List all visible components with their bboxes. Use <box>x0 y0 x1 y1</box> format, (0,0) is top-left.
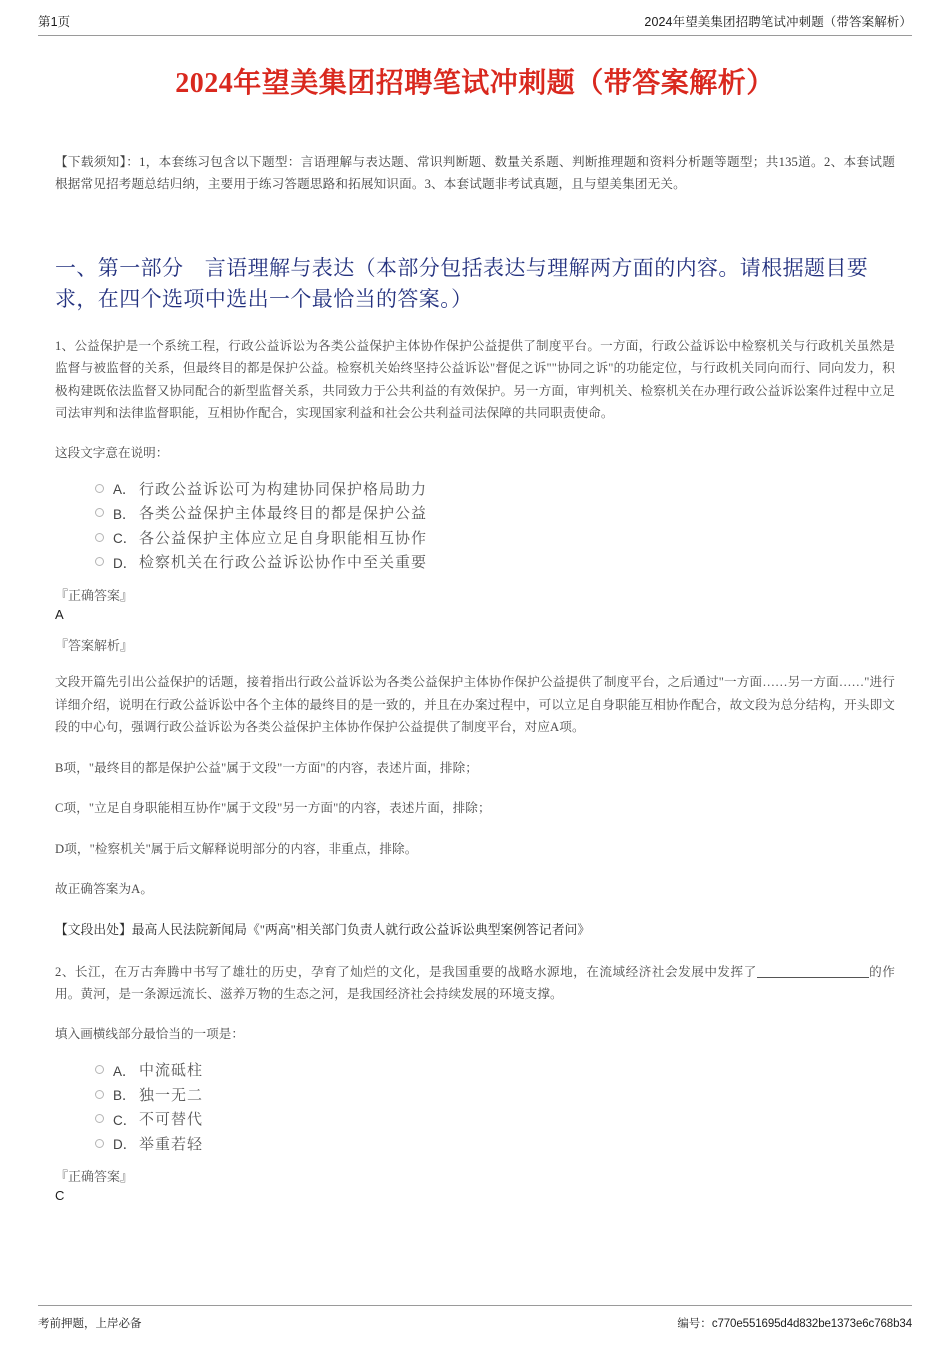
option-text: 各类公益保护主体最终目的都是保护公益 <box>139 506 428 523</box>
option-text: 举重若轻 <box>139 1136 204 1153</box>
source-citation: 【文段出处】最高人民法院新闻局《"两高"相关部门负责人就行政公益诉讼典型案例答记者问》 <box>55 922 591 937</box>
option-row[interactable] <box>95 1082 895 1107</box>
options-list <box>95 476 895 574</box>
analysis-paragraph: 文段开篇先引出公益保护的话题，接着指出行政公益诉讼为各类公益保护主体协作保护公益提供了制度平台，之后通过"一方面……另一方面……"进行详细介绍，说明在行政公益诉讼中各个主体的最终目的是一致的，并且在办案过程中，可以立足自身职能互相协作配合，故文段为总分结构，开头即文段的中心句，强调行政公益诉讼为各类公益保护主体协作保护公益提供了制度平台，对应A项。 <box>55 675 895 735</box>
page-footer <box>38 1305 912 1331</box>
option-row[interactable] <box>95 1131 895 1156</box>
footer-document-id <box>677 1315 912 1331</box>
section-heading: 一、第一部分 言语理解与表达（本部分包括表达与理解两方面的内容。请根据题目要求，在四个选项中选出一个最恰当的答案。） <box>55 255 869 311</box>
radio-button-icon[interactable] <box>95 484 104 493</box>
correct-answer-value: C <box>55 1188 65 1204</box>
option-row[interactable] <box>95 501 895 526</box>
radio-button-icon[interactable] <box>95 1065 104 1074</box>
document-title: 2024年望美集团招聘笔试冲刺题（带答案解析） <box>175 67 775 99</box>
option-row[interactable] <box>95 476 895 501</box>
option-letter: C． <box>113 531 137 547</box>
option-text: 行政公益诉讼可为构建协同保护格局助力 <box>139 481 428 498</box>
option-letter: A． <box>113 482 136 498</box>
option-letter: D． <box>113 1137 137 1153</box>
radio-button-icon[interactable] <box>95 1090 104 1099</box>
radio-button-icon[interactable] <box>95 508 104 517</box>
option-text: 各公益保护主体应立足自身职能相互协作 <box>139 530 428 547</box>
correct-answer-label: 『正确答案』 <box>55 1169 134 1185</box>
option-row[interactable] <box>95 1057 895 1082</box>
option-text: 检察机关在行政公益诉讼协作中至关重要 <box>139 555 428 572</box>
correct-answer-label: 『正确答案』 <box>55 588 134 604</box>
options-list <box>95 1057 895 1155</box>
running-header-title: 2024年望美集团招聘笔试冲刺题（带答案解析） <box>644 15 912 29</box>
option-text: 独一无二 <box>139 1087 204 1104</box>
question-stem-part1: 2、长江，在万古奔腾中书写了雄壮的历史，孕育了灿烂的文化，是我国重要的战略水源地，在流域经济社会发展中发挥了 <box>55 964 757 979</box>
radio-button-icon[interactable] <box>95 557 104 566</box>
analysis-paragraph: B项，"最终目的都是保护公益"属于文段"一方面"的内容，表述片面，排除； <box>55 760 478 775</box>
option-row[interactable] <box>95 525 895 550</box>
radio-button-icon[interactable] <box>95 1139 104 1148</box>
download-notice: 【下载须知】：1，本套练习包含以下题型：言语理解与表达题、常识判断题、数量关系题、判断推理题和资料分析题等题型；共135道。2、本套试题根据常见招考题总结归纳，主要用于练习答题思路和拓展知识面。3、本套试题非考试真题，且与望美集团无关。 <box>55 154 895 191</box>
radio-button-icon[interactable] <box>95 1114 104 1123</box>
question-stem-part2: 的作用。黄河，是一条源远流长、滋养万物的生态之河，是我国经济社会持续发展的环境支撑。 <box>55 964 895 1002</box>
option-text: 不可替代 <box>139 1112 204 1129</box>
page-header <box>38 12 912 36</box>
option-row[interactable] <box>95 550 895 575</box>
question-prompt: 填入画横线部分最恰当的一项是： <box>55 1026 244 1041</box>
page-number-label: 第1页 <box>38 15 71 29</box>
footer-id-value: c770e551695d4d832be1373e6c768b34 <box>711 1318 912 1330</box>
option-letter: D． <box>113 555 137 571</box>
question-stem <box>55 961 895 1006</box>
analysis-paragraph: C项，"立足自身职能相互协作"属于文段"另一方面"的内容，表述片面，排除； <box>55 801 491 816</box>
footer-id-label: 编号： <box>677 1318 712 1330</box>
correct-answer-value: A <box>55 607 64 623</box>
analysis-paragraph: D项，"检察机关"属于后文解释说明部分的内容，非重点，排除。 <box>55 841 418 856</box>
analysis-paragraph: 故正确答案为A。 <box>55 882 154 897</box>
option-letter: B． <box>113 506 136 522</box>
option-letter: B． <box>113 1088 136 1104</box>
option-text: 中流砥柱 <box>139 1063 204 1080</box>
document-content <box>55 138 895 1207</box>
option-letter: C． <box>113 1112 137 1128</box>
question-prompt: 这段文字意在说明： <box>55 445 169 460</box>
radio-button-icon[interactable] <box>95 533 104 542</box>
question-block <box>55 335 895 941</box>
question-block <box>55 961 895 1206</box>
option-row[interactable] <box>95 1106 895 1131</box>
option-letter: A． <box>113 1063 136 1079</box>
answer-analysis-label: 『答案解析』 <box>55 638 134 654</box>
question-stem: 1、公益保护是一个系统工程，行政公益诉讼为各类公益保护主体协作保护公益提供了制度平台。一方面，行政公益诉讼中检察机关与行政机关虽然是监督与被监督的关系，但最终目的都是保护公益。检察机关始终坚持公益诉讼"督促之诉""协同之诉"的功能定位，与行政机关同向而行、同向发力，积极构建既依法监督又协同配合的新型监督关系，共同致力于公共利益的有效保护。另一方面，审判机关、检察机关在办理行政公益诉讼案件过程中立足司法审判和法律监督职能，互相协作配合，实现国家利益和社会公共利益司法保障的共同职责使命。 <box>55 338 895 421</box>
fill-in-blank[interactable] <box>757 977 869 978</box>
footer-slogan: 考前押题，上岸必备 <box>38 1318 142 1330</box>
